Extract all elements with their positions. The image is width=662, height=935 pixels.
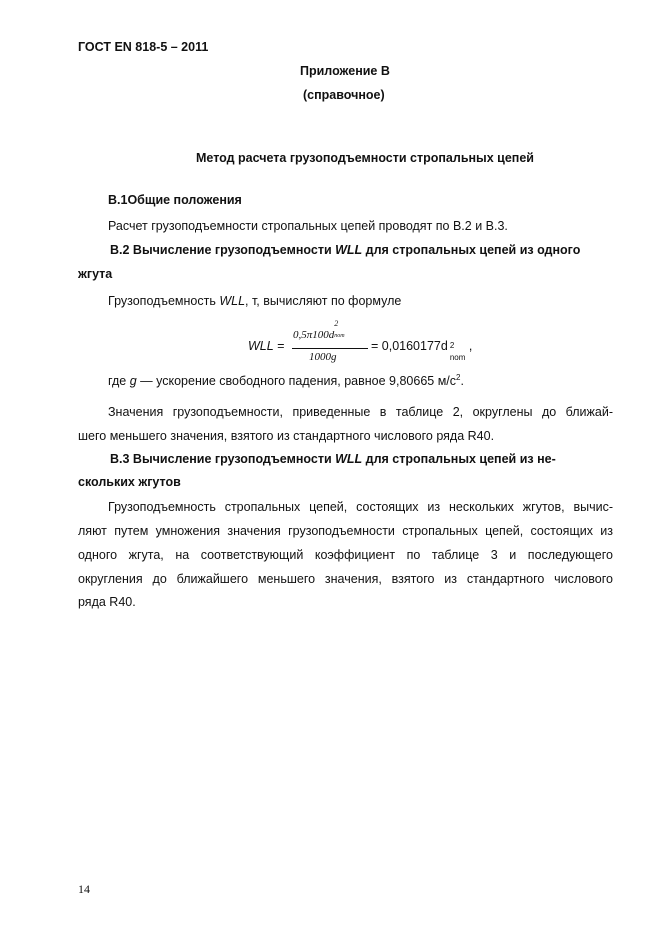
document-id: ГОСТ EN 818-5 – 2011: [78, 40, 209, 54]
section-b3-heading: [110, 452, 556, 466]
section-b2-heading-suffix: для стропальных цепей из одного: [362, 243, 581, 257]
section-b3-heading-suffix: для стропальных цепей из не-: [362, 452, 556, 466]
section-b2-intro: [108, 294, 401, 308]
section-b3-heading-prefix: В.3 Вычисление грузоподъемности: [110, 452, 336, 466]
section-b2-heading: [110, 243, 613, 257]
intro-wll: WLL: [219, 294, 246, 308]
formula-lhs: [248, 339, 284, 353]
section-b3-paragraph-line5: ряда R40.: [78, 595, 136, 609]
main-title: Метод расчета грузоподъемности стропальных цепей: [196, 151, 534, 165]
formula-result: = 0,0160177d 2 nom ,: [371, 339, 473, 362]
appendix-title: Приложение В: [300, 64, 390, 78]
values-paragraph-line2: шего меньшего значения, взятого из стандартного числового ряда R40.: [78, 429, 495, 443]
section-b3-paragraph-line4: округления до ближайшего меньшего значения, взятого из стандартного числового: [78, 572, 613, 586]
where-end: .: [460, 374, 464, 388]
section-b2-heading-wll: WLL: [335, 243, 363, 257]
section-b3-heading-wll: WLL: [335, 452, 363, 466]
where-after: — ускорение свободного падения, равное 9,80665 м/с: [136, 374, 457, 388]
page-number: 14: [78, 882, 90, 896]
formula-result-text: = 0,0160177d: [371, 339, 448, 353]
appendix-subtitle: (справочное): [303, 88, 385, 102]
section-b3-paragraph-line2: ляют путем умножения значения грузоподъемности стропальных цепей, состоящих из: [78, 524, 613, 538]
section-b2-heading-line2: жгута: [78, 267, 113, 281]
formula-numerator: 0,5π100d 2 nom: [293, 319, 345, 341]
where-exp: 2: [456, 372, 461, 382]
section-b3-heading-line2: скольких жгутов: [78, 475, 181, 489]
section-b3-paragraph-line1: Грузоподъемность стропальных цепей, состоящих из нескольких жгутов, вычис-: [108, 500, 613, 514]
intro-after: , т, вычисляют по формуле: [245, 294, 402, 308]
formula-fraction-bar: [292, 348, 368, 349]
section-b3-paragraph-line3: одного жгута, на соответствующий коэффициент по таблице 3 и последующего: [78, 548, 613, 562]
where-before: где: [108, 374, 130, 388]
formula-result-end: ,: [468, 339, 473, 353]
section-b1-paragraph: Расчет грузоподъемности стропальных цепей проводят по В.2 и В.3.: [108, 219, 508, 233]
section-b1-heading: В.1Общие положения: [108, 193, 242, 207]
gravity-definition: [108, 374, 464, 388]
where-g: g: [129, 374, 137, 388]
section-b2-heading-prefix: В.2 Вычисление грузоподъемности: [110, 243, 336, 257]
formula-numerator-text: 0,5π100d: [293, 329, 335, 341]
formula-denominator: 1000g: [309, 351, 337, 363]
values-paragraph-line1: Значения грузоподъемности, приведенные в таблице 2, округлены до ближай-: [108, 405, 613, 419]
formula-lhs-text: WLL =: [248, 339, 285, 353]
intro-before: Грузоподъемность: [108, 294, 220, 308]
